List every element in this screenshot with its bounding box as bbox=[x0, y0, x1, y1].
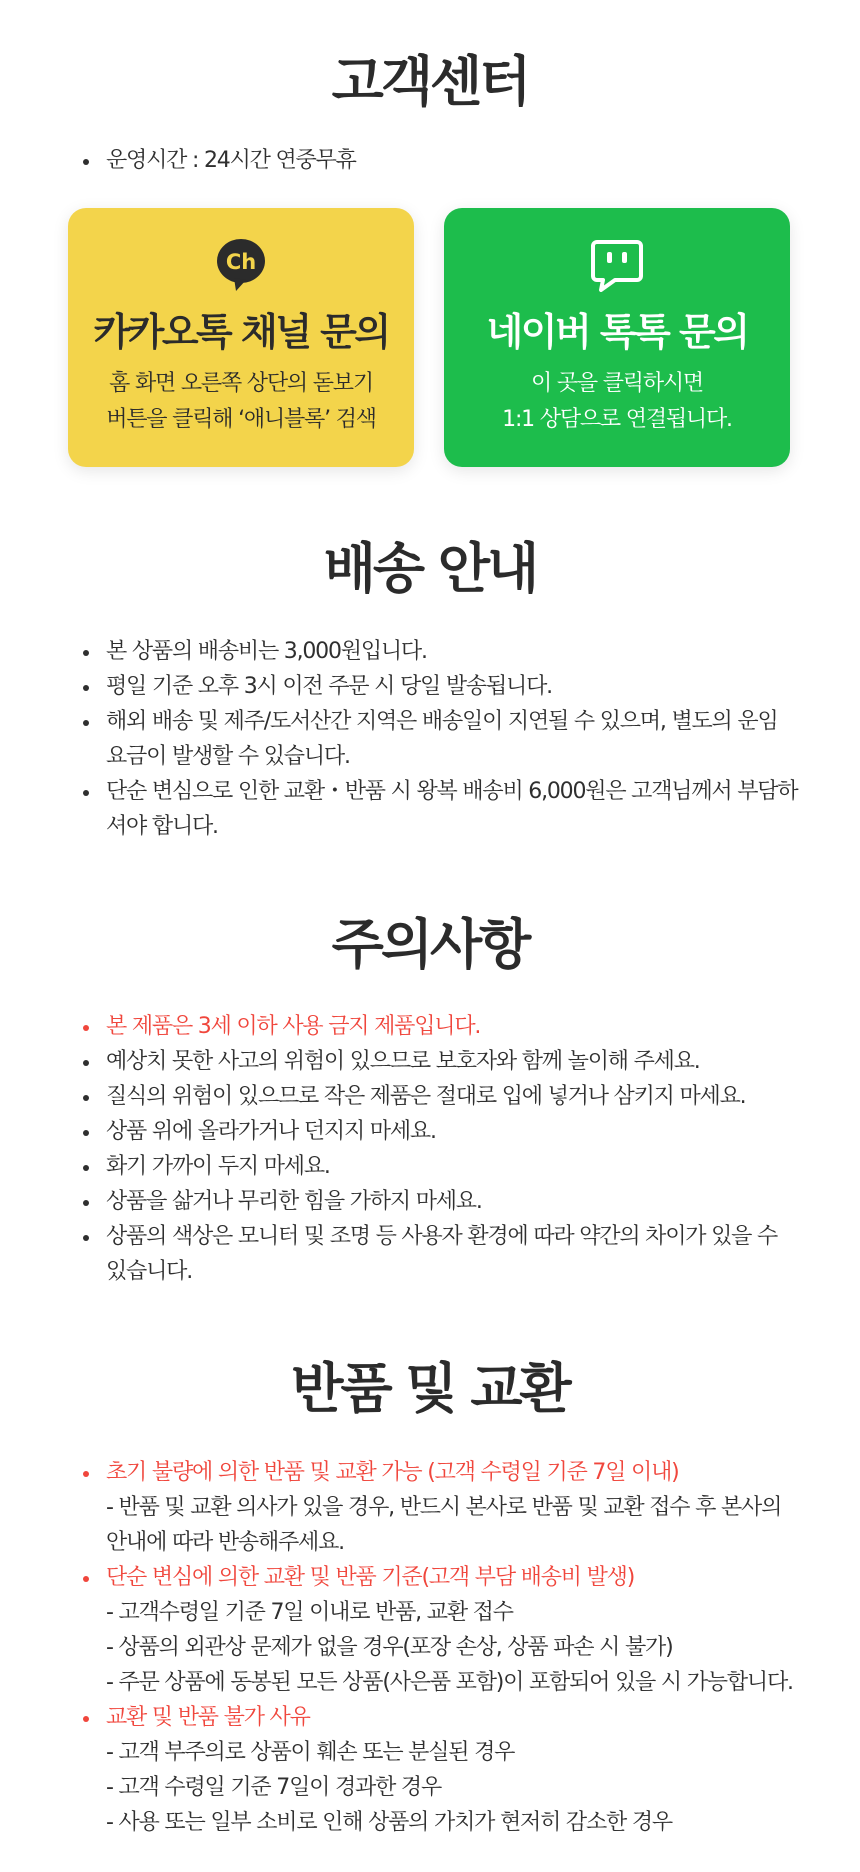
shipping-item: 평일 기준 오후 3시 이전 주문 시 당일 발송됩니다. bbox=[78, 669, 798, 704]
customer-center-title: 고객센터 bbox=[331, 50, 529, 113]
naver-talktalk-card[interactable] bbox=[444, 208, 790, 467]
operating-hours: 운영시간 : 24시간 연중무휴 bbox=[78, 143, 798, 178]
shipping-item: 해외 배송 및 제주/도서산간 지역은 배송일이 지연될 수 있으며, 별도의 운임 요금이 발생할 수 있습니다. bbox=[78, 704, 798, 774]
kakao-channel-icon bbox=[68, 238, 414, 294]
kakao-channel-card[interactable] bbox=[68, 208, 414, 467]
returns-group-line: - 고객수령일 기준 7일 이내로 반품, 교환 접수 bbox=[106, 1600, 513, 1625]
shipping-item: 단순 변심으로 인한 교환・반품 시 왕복 배송비 6,000원은 고객님께서 부담하셔야 합니다. bbox=[78, 774, 798, 844]
returns-group-heading: 교환 및 반품 불가 사유 bbox=[106, 1705, 310, 1730]
returns-group-not-allowed bbox=[78, 1700, 798, 1840]
returns-group-line: - 고객 부주의로 상품이 훼손 또는 분실된 경우 bbox=[106, 1740, 515, 1765]
naver-card-desc-line1: 이 곳을 클릭하시면 bbox=[530, 371, 703, 396]
naver-card-desc-line2: 1:1 상담으로 연결됩니다. bbox=[502, 407, 732, 432]
naver-talktalk-icon bbox=[444, 238, 790, 294]
returns-group-line: - 사용 또는 일부 소비로 인해 상품의 가치가 현저히 감소한 경우 bbox=[106, 1810, 672, 1835]
naver-card-desc bbox=[444, 366, 790, 438]
customer-center-list bbox=[78, 143, 798, 178]
kakao-card-title: 카카오톡 채널 문의 bbox=[93, 310, 389, 354]
returns-list bbox=[78, 1455, 798, 1840]
returns-group-line: - 고객 수령일 기준 7일이 경과한 경우 bbox=[106, 1775, 442, 1800]
shipping-item: 본 상품의 배송비는 3,000원입니다. bbox=[78, 634, 798, 669]
caution-item: 예상치 못한 사고의 위험이 있으므로 보호자와 함께 놀이해 주세요. bbox=[78, 1044, 798, 1079]
naver-card-title: 네이버 톡톡 문의 bbox=[486, 310, 748, 354]
caution-item: 질식의 위험이 있으므로 작은 제품은 절대로 입에 넣거나 삼키지 마세요. bbox=[78, 1079, 798, 1114]
returns-group-change-of-mind bbox=[78, 1560, 798, 1700]
caution-list bbox=[78, 1009, 798, 1289]
caution-item: 상품을 삶거나 무리한 힘을 가하지 마세요. bbox=[78, 1184, 798, 1219]
caution-item: 화기 가까이 두지 마세요. bbox=[78, 1149, 798, 1184]
returns-group-heading: 초기 불량에 의한 반품 및 교환 가능 (고객 수령일 기준 7일 이내) bbox=[106, 1460, 679, 1485]
caution-title: 주의사항 bbox=[331, 913, 529, 976]
returns-group-line: - 상품의 외관상 문제가 없을 경우(포장 손상, 상품 파손 시 불가) bbox=[106, 1635, 673, 1660]
shipping-title: 배송 안내 bbox=[323, 537, 537, 600]
returns-title: 반품 및 교환 bbox=[291, 1357, 569, 1420]
returns-group-line: - 주문 상품에 동봉된 모든 상품(사은품 포함)이 포함되어 있을 시 가능합니다. bbox=[106, 1670, 793, 1695]
shipping-list bbox=[78, 634, 798, 844]
caution-warning: 본 제품은 3세 이하 사용 금지 제품입니다. bbox=[78, 1009, 798, 1044]
returns-group-heading: 단순 변심에 의한 교환 및 반품 기준(고객 부담 배송비 발생) bbox=[106, 1565, 635, 1590]
returns-group-defect bbox=[78, 1455, 798, 1560]
returns-group-line: - 반품 및 교환 의사가 있을 경우, 반드시 본사로 반품 및 교환 접수 후 본사의 안내에 따라 반송해주세요. bbox=[106, 1495, 782, 1555]
kakao-card-desc-line2: 버튼을 클릭해 ‘애니블록’ 검색 bbox=[106, 407, 376, 432]
caution-item: 상품 위에 올라가거나 던지지 마세요. bbox=[78, 1114, 798, 1149]
kakao-icon-text: Ch bbox=[225, 250, 257, 274]
caution-item: 상품의 색상은 모니터 및 조명 등 사용자 환경에 따라 약간의 차이가 있을 수 있습니다. bbox=[78, 1219, 798, 1289]
kakao-card-desc-line1: 홈 화면 오른쪽 상단의 돋보기 bbox=[109, 371, 373, 396]
kakao-card-desc bbox=[68, 366, 414, 438]
